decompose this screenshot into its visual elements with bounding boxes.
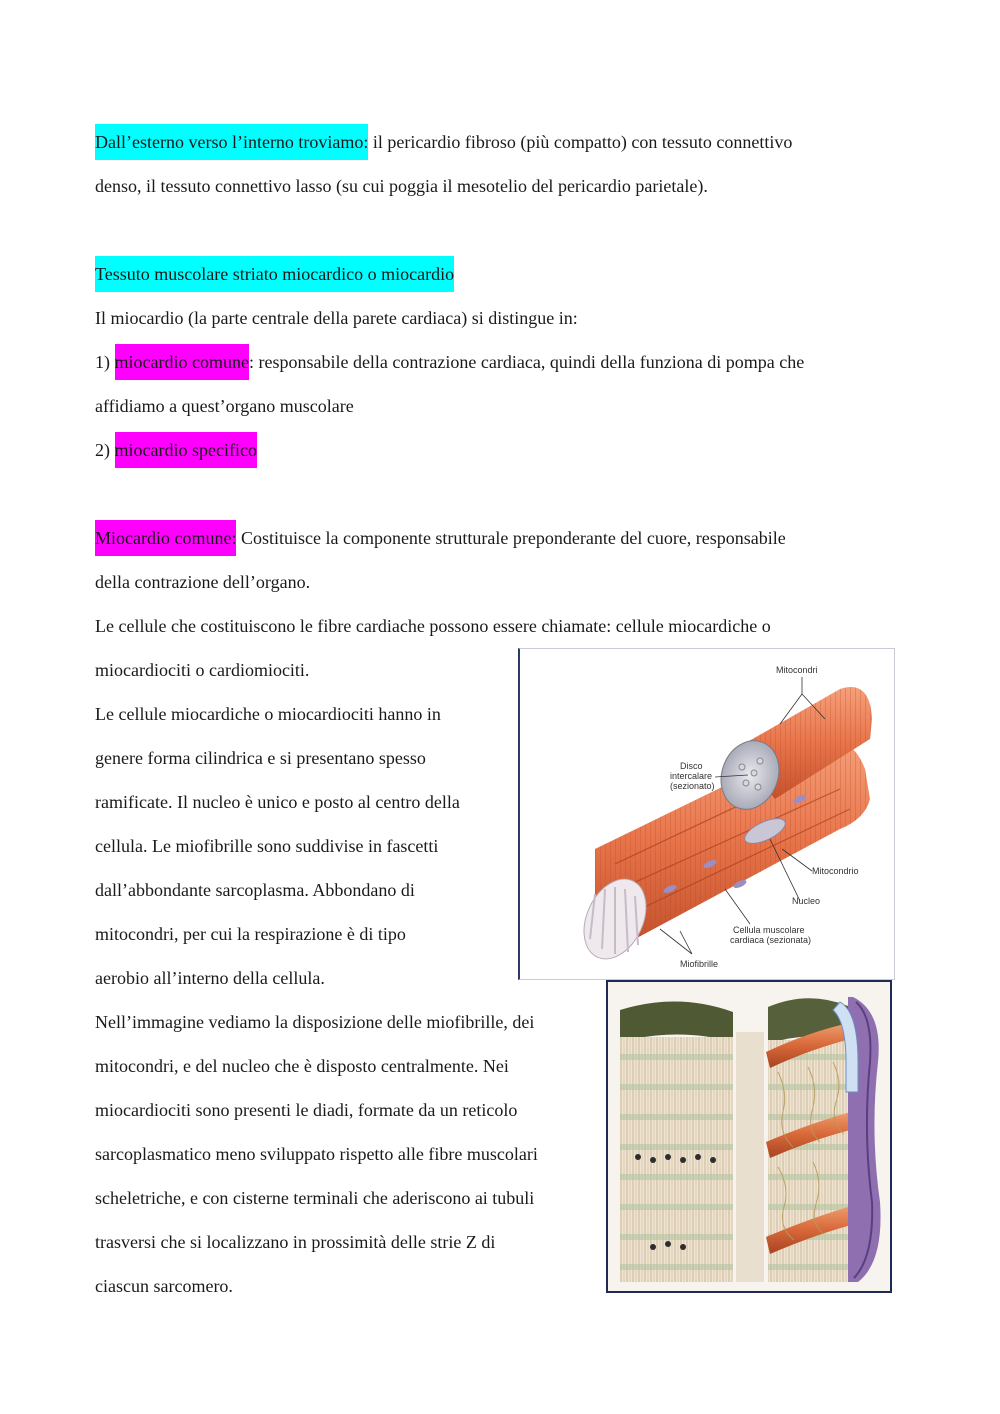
line-text: Il miocardio (la parte centrale della parete cardiaca) si distingue in: <box>95 308 578 328</box>
line-text: mitocondri, e del nucleo che è disposto centralmente. Nei <box>95 1056 509 1076</box>
sarcoplasm-gap <box>736 1032 764 1282</box>
highlight-magenta: miocardio comune <box>115 344 249 380</box>
label-mitocondrio: Mitocondrio <box>812 866 859 876</box>
line-text: genere forma cilindrica e si presentano spesso <box>95 748 426 768</box>
list-number: 1) <box>95 352 115 372</box>
highlight-cyan: Dall’esterno verso l’interno troviamo: <box>95 124 368 160</box>
line-text: ramificate. Il nucleo è unico e posto al centro della <box>95 792 460 812</box>
label-cardiaca: cardiaca (sezionata) <box>730 935 812 945</box>
section-heading-miocardio <box>95 261 454 287</box>
line-text: mitocondri, per cui la respirazione è di tipo <box>95 924 406 944</box>
label-mitocondri: Mitocondri <box>776 665 818 675</box>
highlight-magenta: miocardio specifico <box>115 432 257 468</box>
line-text: dall’abbondante sarcoplasma. Abbondano di <box>95 880 415 900</box>
label-intercalare: intercalare <box>670 771 713 781</box>
line-text: aerobio all’interno della cellula. <box>95 968 325 988</box>
text-line-24 <box>95 1229 495 1255</box>
line-text: ciascun sarcomero. <box>95 1276 233 1296</box>
line-text: Le cellule miocardiche o miocardiociti hanno in <box>95 704 441 724</box>
text-line-2 <box>95 173 708 199</box>
text-line-16 <box>95 877 415 903</box>
text-line-4 <box>95 305 578 331</box>
text-line-17 <box>95 921 406 947</box>
text-line-25 <box>95 1273 233 1299</box>
text-line-18 <box>95 965 325 991</box>
line-text: miocardiociti sono presenti le diadi, formate da un reticolo <box>95 1100 518 1120</box>
text-line-9 <box>95 569 310 595</box>
text-line-15 <box>95 833 438 859</box>
line-text: trasversi che si localizzano in prossimità delle strie Z di <box>95 1232 496 1252</box>
list-item-2 <box>95 437 257 463</box>
list-item-1 <box>95 349 804 375</box>
text-line-1 <box>95 129 792 155</box>
text-line-20 <box>95 1053 509 1079</box>
text-line-19 <box>95 1009 534 1035</box>
label-miofibrille: Miofibrille <box>680 959 719 969</box>
line-text: miocardiociti o cardiomiociti. <box>95 660 310 680</box>
text-line-6 <box>95 393 354 419</box>
label-disco: Disco <box>680 761 703 771</box>
text-line-12 <box>95 701 441 727</box>
text-line-10 <box>95 613 771 639</box>
line-text: sarcoplasmatico meno sviluppato rispetto alle fibre muscolari <box>95 1144 538 1164</box>
line-text: della contrazione dell’organo. <box>95 572 311 592</box>
label-sezionato: (sezionato) <box>670 781 715 791</box>
line-text: Costituisce la componente strutturale preponderante del cuore, responsabile <box>236 528 786 548</box>
text-line-14 <box>95 789 460 815</box>
line-text: affidiamo a quest’organo muscolare <box>95 396 354 416</box>
line-text: denso, il tessuto connettivo lasso (su cui poggia il mesotelio del pericardio parietale). <box>95 176 708 196</box>
text-line-21 <box>95 1097 517 1123</box>
text-line-23 <box>95 1185 534 1211</box>
sarcomere-ultrastructure-illustration <box>606 980 892 1293</box>
label-nucleo: Nucleo <box>792 896 821 906</box>
line-text: cellula. Le miofibrille sono suddivise in fascetti <box>95 836 439 856</box>
line-text: Le cellule che costituiscono le fibre cardiache possono essere chiamate: cellule miocardiche o <box>95 616 771 636</box>
line-text: il pericardio fibroso (più compatto) con tessuto connettivo <box>368 132 793 152</box>
line-text: Nell’immagine vediamo la disposizione delle miofibrille, dei <box>95 1012 535 1032</box>
cardiac-fiber-illustration <box>518 648 895 980</box>
highlight-cyan: Tessuto muscolare striato miocardico o miocardio <box>95 256 454 292</box>
label-cellula: Cellula muscolare <box>733 925 805 935</box>
text-line-13 <box>95 745 426 771</box>
text-line-22 <box>95 1141 538 1167</box>
sarcomere-drawing <box>608 982 890 1291</box>
cardiac-fiber-drawing <box>520 649 894 979</box>
list-number: 2) <box>95 440 115 460</box>
text-line-8 <box>95 525 786 551</box>
line-text: : responsabile della contrazione cardiaca, quindi della funziona di pompa che <box>248 352 805 372</box>
line-text: scheletriche, e con cisterne terminali che aderiscono ai tubuli <box>95 1188 535 1208</box>
text-line-11 <box>95 657 309 683</box>
highlight-magenta: Miocardio comune: <box>95 520 236 556</box>
